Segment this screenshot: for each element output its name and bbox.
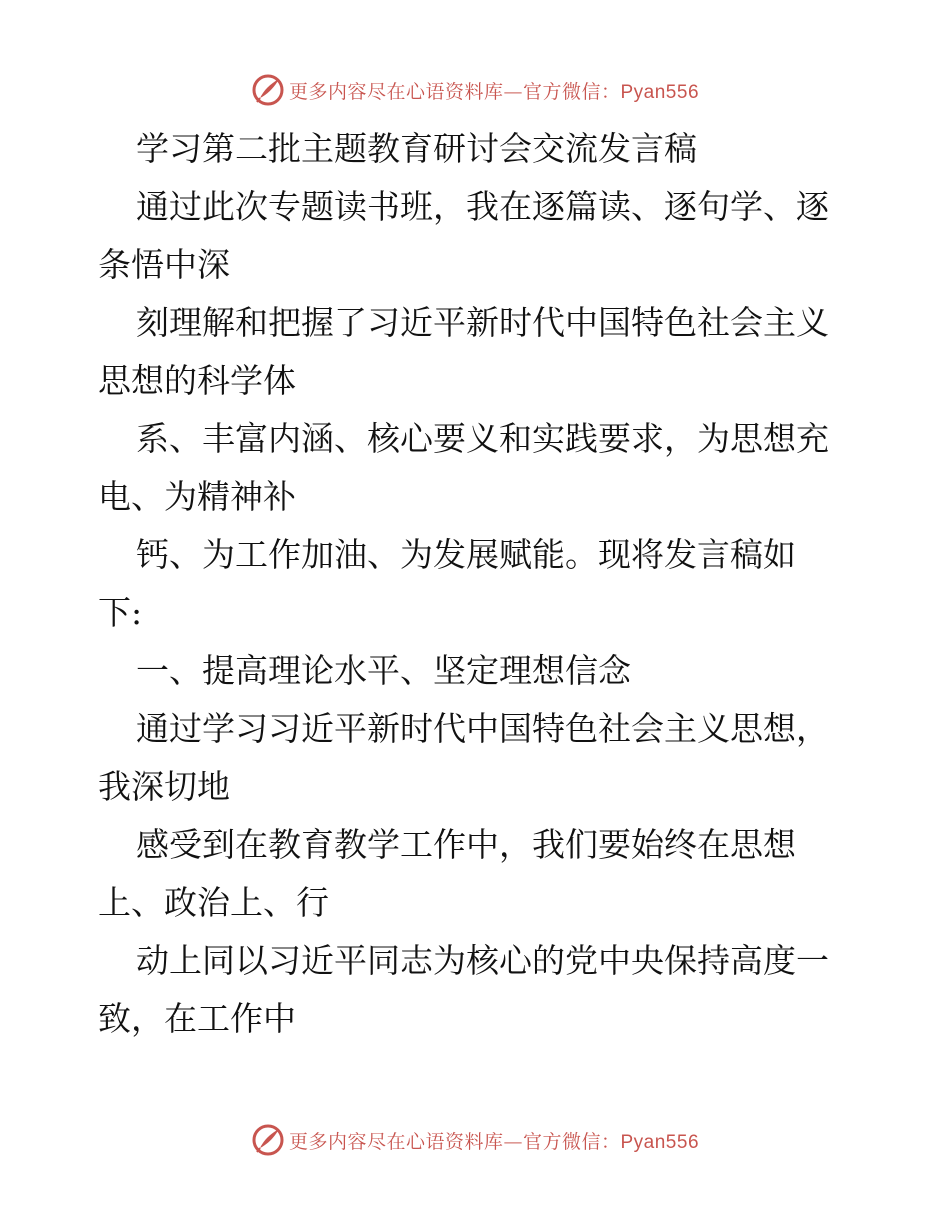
paragraph-line: 我深切地 [98, 767, 230, 806]
watermark-separator: — [503, 80, 523, 103]
paragraph-line: 思想的科学体 [98, 361, 296, 400]
paragraph-line: 致，在工作中 [98, 999, 296, 1038]
quill-logo-icon [251, 1123, 285, 1157]
watermark-text: 更多内容尽在心语资料库 [288, 1130, 504, 1153]
paragraph-line: 通过学习习近平新时代中国特色社会主义思想， [136, 709, 829, 748]
section-heading: 一、提高理论水平、坚定理想信念 [136, 651, 631, 690]
paragraph-line: 通过此次专题读书班，我在逐篇读、逐句学、逐 [136, 187, 829, 226]
paragraph-line: 钙、为工作加油、为发展赋能。现将发言稿如 [136, 535, 796, 574]
paragraph-line: 刻理解和把握了习近平新时代中国特色社会主义 [136, 303, 829, 342]
document-title: 学习第二批主题教育研讨会交流发言稿 [136, 129, 697, 168]
watermark-account-id: Pyan556 [620, 81, 700, 103]
watermark-text: 更多内容尽在心语资料库 [288, 80, 504, 103]
watermark-account-id: Pyan556 [620, 1131, 700, 1153]
header-watermark [0, 70, 950, 110]
watermark-account-label: 官方微信： [522, 1130, 621, 1153]
paragraph-line: 感受到在教育教学工作中，我们要始终在思想 [136, 825, 796, 864]
document-body [98, 120, 858, 1048]
quill-logo-icon [251, 73, 285, 107]
footer-watermark [0, 1120, 950, 1160]
paragraph-line: 条悟中深 [98, 245, 230, 284]
paragraph-line: 动上同以习近平同志为核心的党中央保持高度一 [136, 941, 829, 980]
paragraph-line: 下: [98, 593, 143, 632]
paragraph-line: 上、政治上、行 [98, 883, 329, 922]
watermark-separator: — [503, 1130, 523, 1153]
paragraph-line: 系、丰富内涵、核心要义和实践要求，为思想充 [136, 419, 829, 458]
paragraph-line: 电、为精神补 [98, 477, 296, 516]
watermark-account-label: 官方微信： [522, 80, 621, 103]
